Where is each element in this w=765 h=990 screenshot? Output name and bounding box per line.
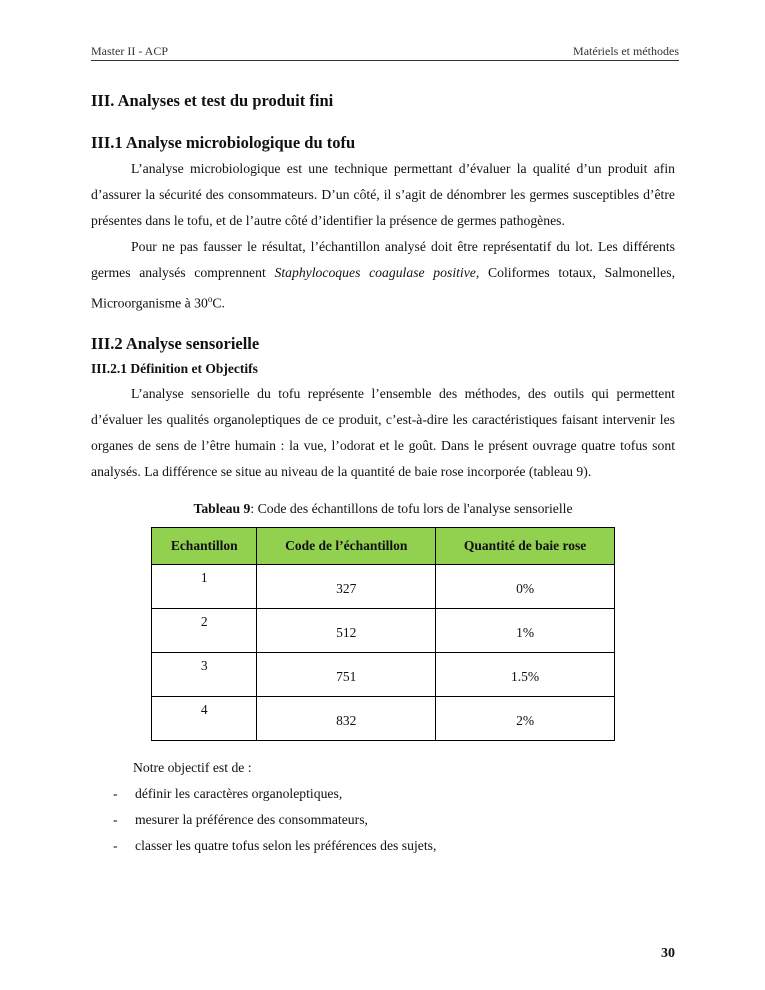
table-cell: 1.5% [436,652,615,696]
micro-p2-mid: , Coliformes totaux, Salmonelles, Microorganisme à 30 [91,265,675,311]
header-right: Matériels et méthodes [573,44,679,58]
list-item-text: mesurer la préférence des consommateurs, [135,811,368,827]
micro-title: III.1 Analyse microbiologique du tofu [91,133,356,152]
objectives-list [91,781,675,859]
page-number: 30 [661,946,675,961]
table-cell: 3 [152,652,257,696]
list-item-text: classer les quatre tofus selon les préférences des sujets, [135,837,437,853]
table-cell: 1% [436,608,615,652]
table-cell: 327 [257,564,436,608]
list-bullet: - [113,785,118,801]
micro-p2-italic: Staphylocoques coagulase positive [274,265,476,280]
table-row [152,652,615,696]
list-item [91,807,675,833]
table-header-sample: Echantillon [152,527,257,564]
table-header-quantity: Quantité de baie rose [436,527,615,564]
micro-p2-start: Pour ne pas fausser le résultat, l’échantillon analysé doit être représentatif du lot. Les différents germes analysés comprennent [91,239,675,280]
sensory-title: III.2 Analyse sensorielle [91,333,260,353]
table-caption [91,499,675,519]
list-bullet: - [113,837,118,853]
table-cell: 2% [436,696,615,740]
table-header-row [152,527,615,564]
table-caption-text: : Code des échantillons de tofu lors de l'analyse sensorielle [250,500,573,516]
header-left: Master II - ACP [91,44,168,58]
micro-paragraph-2 [91,234,675,317]
sensory-paragraph: L’analyse sensorielle du tofu représente l’ensemble des méthodes, des outils qui permettent d’évaluer les qualités organoleptiques de ce produit, c’est-à-dire les caractéristiques faisant intervenir les organes de sens de l’être humain : la vue, l’odorat et le goût. Dans le présent ouvrage quatre tofus sont analysés. La différence se situe au niveau de la quantité de baie rose incorporée (tableau 9). [91,385,675,479]
page-content [91,88,675,859]
table-row [152,564,615,608]
table-cell: 512 [257,608,436,652]
sensory-subtitle: III.2.1 Définition et Objectifs [91,360,258,376]
list-item [91,781,675,807]
table-caption-label: Tableau 9 [193,500,251,516]
table-cell: 0% [436,564,615,608]
micro-p2-end: C. [212,295,225,311]
objectives-intro: Notre objectif est de : [133,759,252,775]
table-row [152,608,615,652]
table-cell: 4 [152,696,257,740]
list-item [91,833,675,859]
page-header [91,42,679,61]
section-title: III. Analyses et test du produit fini [91,91,334,110]
micro-p2-sup: o [207,294,213,304]
table-header-code: Code de l’échantillon [257,527,436,564]
table-cell: 1 [152,564,257,608]
list-item-text: définir les caractères organoleptiques, [135,785,343,801]
table-cell: 751 [257,652,436,696]
list-bullet: - [113,811,118,827]
table-cell: 832 [257,696,436,740]
table-cell: 2 [152,608,257,652]
table-row [152,696,615,740]
samples-table [151,527,615,741]
micro-paragraph-1: L’analyse microbiologique est une technique permettant d’évaluer la qualité d’un produit afin d’assurer la sécurité des consommateurs. D’un côté, il s’agit de dénombrer les germes susceptibles d’être présentes dans le tofu, et de l’autre côté d’identifier la présence de germes pathogènes. [91,161,675,228]
